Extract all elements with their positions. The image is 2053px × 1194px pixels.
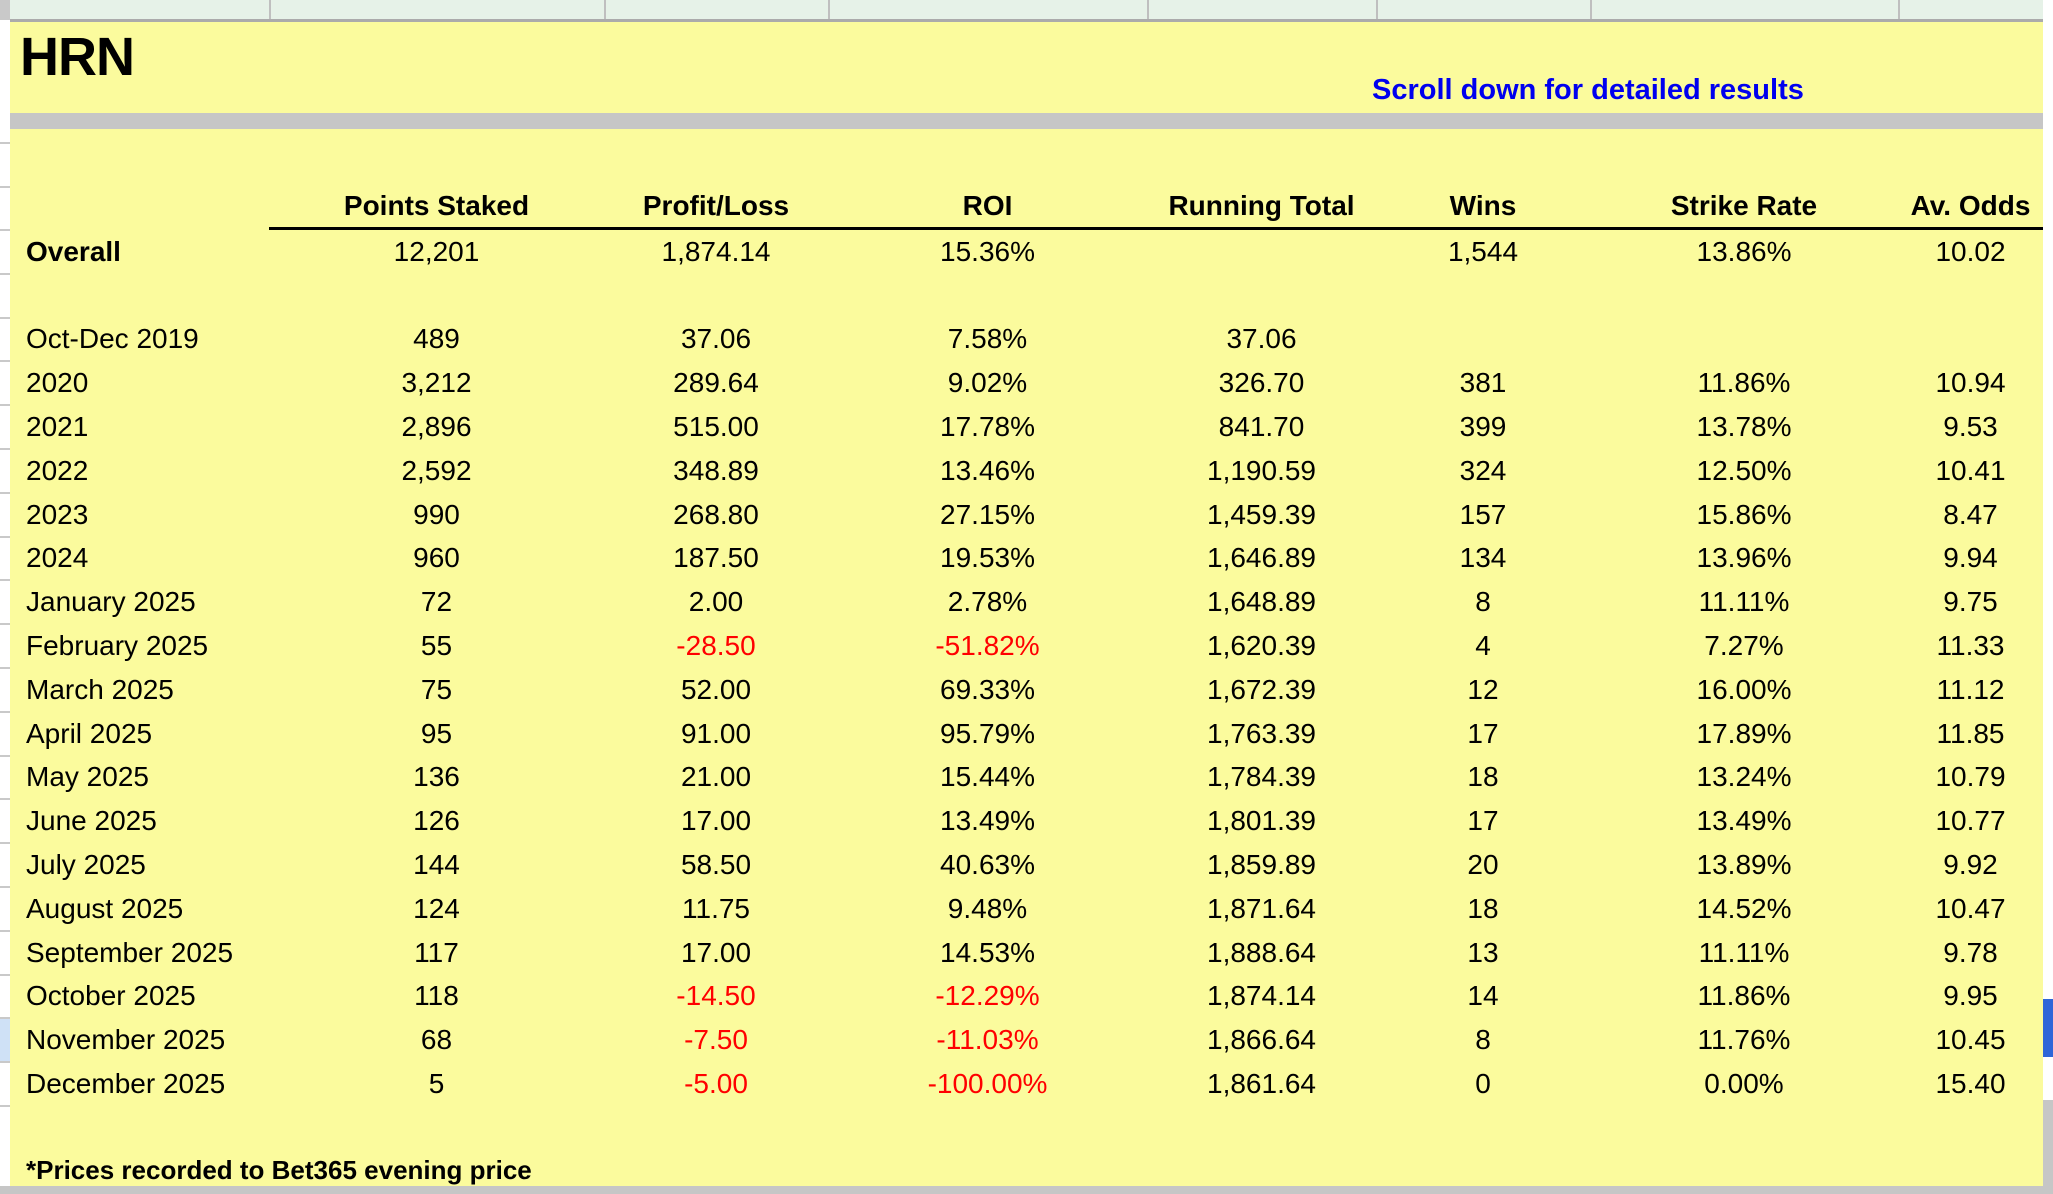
row-label[interactable]: 2024 <box>26 542 89 574</box>
price-footnote: *Prices recorded to Bet365 evening price <box>26 1155 532 1185</box>
table-cell-pl[interactable]: 37.06 <box>680 323 752 355</box>
table-cell-sr[interactable]: 15.86% <box>1696 498 1792 530</box>
horizontal-divider <box>0 113 2053 129</box>
table-cell-sr[interactable]: 11.76% <box>1697 1024 1791 1056</box>
table-cell-points[interactable]: 12,201 <box>393 235 480 267</box>
table-cell-odds[interactable]: 9.53 <box>1943 411 1998 443</box>
table-cell-wins[interactable]: 1,544 <box>1447 235 1519 267</box>
column-divider <box>828 0 830 19</box>
table-cell-roi[interactable]: 95.79% <box>940 717 1035 749</box>
column-divider <box>604 0 606 19</box>
table-cell-sr[interactable]: 13.49% <box>1696 805 1792 837</box>
table-cell-roi[interactable]: 13.49% <box>940 805 1035 837</box>
row-divider-tick <box>0 579 10 581</box>
table-cell-wins[interactable]: 18 <box>1467 761 1499 793</box>
table-cell-roi[interactable]: 9.48% <box>947 892 1028 924</box>
table-cell-sr[interactable]: 11.86% <box>1697 980 1791 1012</box>
table-cell-sr[interactable] <box>1590 318 1898 362</box>
table-cell-sr[interactable]: 13.86% <box>1696 235 1792 267</box>
table-cell-points[interactable]: 118 <box>414 980 459 1012</box>
table-cell-wins[interactable]: 381 <box>1459 367 1507 399</box>
table-cell-roi[interactable]: 69.33% <box>940 673 1035 705</box>
table-cell-odds[interactable]: 8.47 <box>1943 498 1998 530</box>
column-header-strip <box>10 0 2043 22</box>
table-cell-pl[interactable]: 2.00 <box>688 586 744 618</box>
table-cell-odds[interactable]: 11.85 <box>1936 717 2005 749</box>
row-label[interactable]: August 2025 <box>26 892 184 924</box>
table-cell-roi[interactable]: 40.63% <box>940 849 1035 881</box>
row-divider-tick <box>0 842 10 844</box>
table-cell-odds[interactable]: 9.95 <box>1943 980 1998 1012</box>
table-cell-roi[interactable]: 7.58% <box>947 323 1028 355</box>
table-cell-pl[interactable]: -5.00 <box>684 1068 748 1100</box>
table-cell-wins[interactable]: 13 <box>1467 936 1499 968</box>
table-cell-pl[interactable]: 268.80 <box>673 498 759 530</box>
table-cell-odds[interactable] <box>1898 274 2043 318</box>
row-label[interactable]: June 2025 <box>26 805 157 837</box>
table-cell-roi[interactable]: 19.53% <box>940 542 1035 574</box>
table-cell-odds[interactable]: 15.40 <box>1935 1068 2006 1100</box>
table-cell-roi[interactable]: -12.29% <box>935 980 1040 1012</box>
table-cell-roi[interactable]: 13.46% <box>940 454 1035 486</box>
table-cell-pl[interactable]: 17.00 <box>680 805 752 837</box>
table-cell-sr[interactable]: 7.27% <box>1704 630 1784 662</box>
row-divider-tick <box>0 317 10 319</box>
table-cell-wins[interactable]: 14 <box>1467 980 1499 1012</box>
table-cell-pl[interactable] <box>604 274 828 318</box>
table-cell-points[interactable]: 55 <box>420 630 453 662</box>
table-cell-sr[interactable]: 17.89% <box>1696 717 1792 749</box>
table-cell-pl[interactable]: 58.50 <box>680 849 752 881</box>
row-label[interactable]: November 2025 <box>26 1024 226 1056</box>
row-divider-tick <box>0 273 10 275</box>
table-cell-rt[interactable]: 1,801.39 <box>1207 805 1316 837</box>
table-cell-roi[interactable]: -51.82% <box>935 630 1040 662</box>
table-cell-sr[interactable] <box>1590 274 1898 318</box>
table-cell-wins[interactable]: 134 <box>1459 542 1507 574</box>
scroll-hint-text: Scroll down for detailed results <box>1372 74 1804 106</box>
row-divider-tick <box>0 798 10 800</box>
column-header[interactable]: Points Staked <box>269 192 604 230</box>
table-cell-sr[interactable]: 11.11% <box>1698 586 1790 618</box>
row-divider-tick <box>0 186 10 188</box>
table-cell-rt[interactable]: 1,861.64 <box>1207 1068 1316 1100</box>
table-cell-sr[interactable]: 14.52% <box>1696 892 1792 924</box>
row-label[interactable]: 2021 <box>26 411 89 443</box>
table-cell-points[interactable]: 68 <box>420 1024 453 1056</box>
table-cell-sr[interactable]: 11.11% <box>1698 936 1790 968</box>
table-cell-pl[interactable]: 348.89 <box>673 454 759 486</box>
table-cell-points[interactable]: 124 <box>413 892 460 924</box>
table-cell-odds[interactable]: 10.79 <box>1935 761 2006 793</box>
table-cell-pl[interactable]: 515.00 <box>673 411 759 443</box>
row-divider-tick <box>0 755 10 757</box>
table-cell-sr[interactable]: 0.00% <box>1704 1068 1784 1100</box>
row-divider-tick <box>0 448 10 450</box>
table-cell-roi[interactable]: 15.44% <box>940 761 1035 793</box>
table-cell-roi[interactable] <box>828 274 1147 318</box>
results-sheet <box>10 129 2043 1186</box>
column-divider <box>1590 0 1592 19</box>
title-band <box>10 22 2043 113</box>
row-divider-tick <box>0 1105 10 1107</box>
table-cell-sr[interactable]: 13.89% <box>1696 849 1792 881</box>
table-cell-sr[interactable]: 16.00% <box>1696 673 1792 705</box>
row-divider-tick <box>0 667 10 669</box>
table-cell-pl[interactable]: 17.00 <box>680 936 752 968</box>
row-divider-tick <box>0 886 10 888</box>
table-cell-roi[interactable]: -100.00% <box>927 1068 1048 1100</box>
row-label[interactable]: February 2025 <box>26 630 209 662</box>
row-divider-tick <box>0 404 10 406</box>
table-cell-rt[interactable]: 841.70 <box>1218 411 1305 443</box>
table-cell-pl[interactable]: 52.00 <box>680 673 752 705</box>
row-label[interactable]: July 2025 <box>26 849 146 881</box>
table-cell-sr[interactable]: 13.78% <box>1696 411 1792 443</box>
table-cell-odds[interactable] <box>1898 318 2043 362</box>
column-divider <box>1147 0 1149 19</box>
table-cell-wins[interactable]: 4 <box>1475 630 1491 662</box>
table-cell-odds[interactable]: 11.12 <box>1936 673 2005 705</box>
table-cell-wins[interactable]: 324 <box>1459 454 1507 486</box>
row-divider-tick <box>0 930 10 932</box>
row-divider-tick <box>0 623 10 625</box>
table-cell-odds[interactable]: 11.33 <box>1936 630 2005 662</box>
table-cell-points[interactable]: 144 <box>413 849 460 881</box>
row-label[interactable]: April 2025 <box>26 717 153 749</box>
row-label[interactable]: May 2025 <box>26 761 149 793</box>
table-cell-rt[interactable]: 326.70 <box>1218 367 1305 399</box>
table-cell-roi[interactable]: 9.02% <box>947 367 1028 399</box>
column-header[interactable]: Strike Rate <box>1590 192 1898 230</box>
table-cell-points[interactable]: 2,592 <box>401 454 472 486</box>
table-cell-points[interactable]: 136 <box>413 761 460 793</box>
table-cell-points[interactable]: 2,896 <box>401 411 472 443</box>
row-divider-tick <box>0 229 10 231</box>
table-cell-points[interactable] <box>269 274 604 318</box>
table-cell-odds[interactable]: 10.47 <box>1935 892 2006 924</box>
table-cell-pl[interactable]: 91.00 <box>680 717 752 749</box>
table-cell-rt[interactable]: 1,646.89 <box>1207 542 1316 574</box>
column-divider <box>269 0 271 19</box>
table-cell-wins[interactable]: 8 <box>1475 586 1491 618</box>
row-label[interactable]: Overall <box>26 235 121 267</box>
column-divider <box>1898 0 1900 19</box>
table-cell-sr[interactable]: 12.50% <box>1696 454 1792 486</box>
table-cell-odds[interactable]: 10.02 <box>1935 235 2006 267</box>
table-cell-pl[interactable]: 1,874.14 <box>661 235 771 267</box>
selected-row-marker <box>0 1018 10 1062</box>
row-divider-tick <box>0 492 10 494</box>
table-cell-rt[interactable]: 37.06 <box>1226 323 1297 355</box>
table-cell-odds[interactable]: 10.45 <box>1935 1024 2006 1056</box>
table-cell-wins[interactable]: 12 <box>1467 673 1499 705</box>
adjacent-band-fragment <box>2043 1100 2053 1194</box>
table-cell-odds[interactable]: 9.92 <box>1943 849 1998 881</box>
table-cell-wins[interactable]: 157 <box>1459 498 1507 530</box>
table-cell-rt[interactable]: 1,763.39 <box>1207 717 1316 749</box>
table-cell-points[interactable]: 95 <box>420 717 453 749</box>
gutter-corner <box>0 0 10 20</box>
table-cell-points[interactable]: 72 <box>420 586 453 618</box>
row-divider-tick <box>0 536 10 538</box>
table-cell-pl[interactable]: 187.50 <box>673 542 759 574</box>
row-divider-tick <box>0 1061 10 1063</box>
table-cell-roi[interactable]: -11.03% <box>936 1024 1039 1056</box>
table-cell-odds[interactable]: 9.75 <box>1943 586 1998 618</box>
results-table <box>10 192 2043 1106</box>
table-cell-wins[interactable]: 18 <box>1467 892 1499 924</box>
row-label[interactable]: March 2025 <box>26 673 174 705</box>
table-cell-pl[interactable]: -7.50 <box>684 1024 748 1056</box>
table-cell-pl[interactable]: -28.50 <box>676 630 756 662</box>
table-cell-rt[interactable]: 1,459.39 <box>1207 498 1316 530</box>
table-cell-rt[interactable]: 1,784.39 <box>1207 761 1316 793</box>
table-cell-wins[interactable] <box>1376 318 1590 362</box>
table-cell-points[interactable]: 126 <box>413 805 460 837</box>
row-label[interactable]: 2022 <box>26 454 89 486</box>
table-cell-wins[interactable]: 0 <box>1475 1068 1491 1100</box>
table-cell-roi[interactable]: 14.53% <box>940 936 1035 968</box>
column-header[interactable]: ROI <box>828 192 1147 230</box>
table-cell-rt[interactable]: 1,871.64 <box>1207 892 1316 924</box>
table-cell-rt[interactable]: 1,620.39 <box>1207 630 1316 662</box>
table-cell-odds[interactable]: 10.41 <box>1935 454 2006 486</box>
table-cell-pl[interactable]: 289.64 <box>673 367 759 399</box>
table-cell-roi[interactable]: 17.78% <box>940 411 1035 443</box>
table-cell-odds[interactable]: 10.77 <box>1935 805 2006 837</box>
table-cell-rt[interactable]: 1,888.64 <box>1207 936 1316 968</box>
table-cell-roi[interactable]: 15.36% <box>940 235 1035 267</box>
row-divider-tick <box>0 974 10 976</box>
table-cell-roi[interactable]: 2.78% <box>947 586 1028 618</box>
table-cell-wins[interactable]: 20 <box>1467 849 1499 881</box>
table-cell-rt[interactable]: 1,874.14 <box>1207 980 1316 1012</box>
table-cell-rt[interactable]: 1,648.89 <box>1207 586 1316 618</box>
table-cell-pl[interactable]: 21.00 <box>680 761 752 793</box>
table-cell-rt[interactable]: 1,190.59 <box>1207 454 1316 486</box>
table-cell-points[interactable]: 5 <box>428 1068 445 1100</box>
page-title: HRN <box>20 27 134 87</box>
table-cell-rt[interactable]: 1,859.89 <box>1207 849 1316 881</box>
row-divider-tick <box>0 360 10 362</box>
table-cell-points[interactable]: 990 <box>413 498 460 530</box>
row-label[interactable]: 2020 <box>26 367 89 399</box>
bottom-divider <box>0 1186 2053 1194</box>
column-header[interactable]: Av. Odds <box>1898 192 2043 230</box>
row-label[interactable]: December 2025 <box>26 1068 226 1100</box>
table-cell-wins[interactable]: 17 <box>1467 717 1499 749</box>
table-cell-odds[interactable]: 9.78 <box>1943 936 1998 968</box>
row-label[interactable]: October 2025 <box>26 980 196 1012</box>
row-divider-tick <box>0 142 10 144</box>
table-cell-odds[interactable]: 10.94 <box>1935 367 2006 399</box>
row-label[interactable]: 2023 <box>26 498 89 530</box>
table-cell-rt[interactable]: 1,866.64 <box>1207 1024 1316 1056</box>
table-cell-points[interactable]: 3,212 <box>401 367 472 399</box>
table-cell-points[interactable]: 75 <box>420 673 453 705</box>
table-cell-pl[interactable]: -14.50 <box>676 980 756 1012</box>
column-header[interactable]: Profit/Loss <box>604 192 828 230</box>
row-divider-tick <box>0 711 10 713</box>
table-cell-rt[interactable]: 1,672.39 <box>1207 673 1316 705</box>
column-divider <box>1376 0 1378 19</box>
table-cell-roi[interactable]: 27.15% <box>940 498 1035 530</box>
table-cell-points[interactable]: 117 <box>414 936 459 968</box>
table-cell-wins[interactable]: 17 <box>1467 805 1499 837</box>
table-cell-sr[interactable]: 13.96% <box>1696 542 1792 574</box>
table-cell-wins[interactable] <box>1376 274 1590 318</box>
row-divider-tick <box>0 1017 10 1019</box>
row-label[interactable]: Oct-Dec 2019 <box>26 323 199 355</box>
table-cell-odds[interactable]: 9.94 <box>1943 542 1998 574</box>
table-cell-wins[interactable]: 399 <box>1459 411 1507 443</box>
table-cell-points[interactable]: 960 <box>413 542 460 574</box>
table-cell-pl[interactable]: 11.75 <box>682 892 750 924</box>
row-header-gutter <box>0 0 10 1194</box>
column-header[interactable]: Running Total <box>1147 192 1376 230</box>
row-label[interactable] <box>10 274 269 318</box>
table-cell-sr[interactable]: 11.86% <box>1697 367 1791 399</box>
row-label[interactable]: September 2025 <box>26 936 234 968</box>
column-header[interactable]: Wins <box>1376 192 1590 230</box>
right-edge-strip <box>2043 0 2053 1194</box>
adjacent-cell-fragment <box>2043 999 2053 1057</box>
table-cell-sr[interactable]: 13.24% <box>1696 761 1792 793</box>
column-header[interactable] <box>10 192 269 230</box>
table-cell-wins[interactable]: 8 <box>1475 1024 1491 1056</box>
table-cell-rt[interactable] <box>1147 274 1376 318</box>
row-label[interactable]: January 2025 <box>26 586 196 618</box>
table-cell-points[interactable]: 489 <box>413 323 460 355</box>
table-cell-rt[interactable] <box>1147 230 1376 274</box>
